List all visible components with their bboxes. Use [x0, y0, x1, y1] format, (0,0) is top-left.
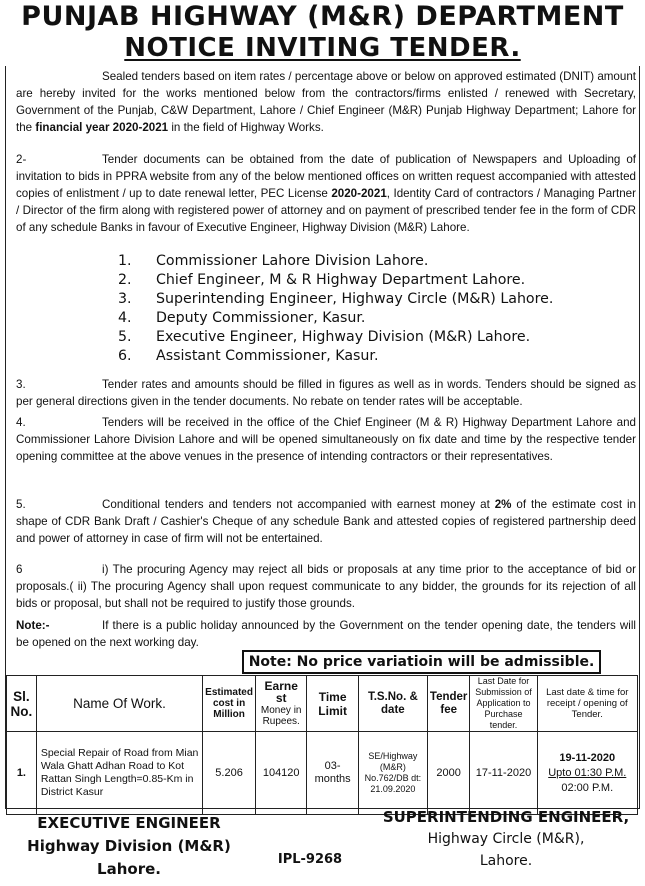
- table-row: [7, 732, 638, 815]
- paragraph-5: 5. Conditional tenders and tenders not accompanied with earnest money at 2% of the estimate cost in shape of CDR Bank Draft / Cashier's Cheque of any schedule Bank and attested copies of registered partnership deed and power of attorney in case of firm will not be entertained.: [16, 498, 636, 545]
- list-item: 5. Executive Engineer, Highway Division (M&R) Lahore.: [118, 329, 531, 345]
- cell-work: Special Repair of Road from Mian Wala Ghatt Adhan Road to Kot Rattan Singh Length=0.85-Km in District Kasur: [36, 732, 202, 815]
- holiday-note: Note:- If there is a public holiday announced by the Government on the tender opening date, the tenders will be opened on the next working day.: [16, 619, 636, 649]
- ipl-number: IPL-9268: [277, 852, 343, 867]
- cell-cost: 5.206: [203, 732, 256, 815]
- office-list: [118, 252, 553, 366]
- paragraph-1: Sealed tenders based on item rates / percentage above or below on approved estimated (DNIT) amount are hereby invited for the works mentioned below from the contractors/firms enlisted / renewed with Secretary, Government of the Punjab, C&W Department, Lahore / Chief Engineer (M&R) Punjab Highway Department; Lahore for the financial year 2020-2021 in the field of Highway Works.: [16, 70, 636, 134]
- list-item: 4. Deputy Commissioner, Kasur.: [118, 310, 366, 326]
- executive-engineer-signature: EXECUTIVE ENGINEER Highway Division (M&R) Lahore.: [27, 814, 231, 878]
- col-earnest: Earne st Money in Rupees.: [255, 676, 306, 732]
- cell-receipt: 19-11-2020 Upto 01:30 P.M. 02:00 P.M.: [537, 732, 637, 815]
- paragraph-6: 6 i) The procuring Agency may reject all bids or proposals at any time prior to the acceptance of bid or proposals.( ii) The procuring Agency shall upon request communicate to any bidder, the grounds for its rejection of all bids or proposal, but shall not be required to justify those grounds.: [16, 563, 636, 610]
- col-sl: Sl. No.: [7, 676, 37, 732]
- col-last-date: Last Date for Submission of Application to Purchase tender.: [470, 676, 537, 732]
- cell-earnest: 104120: [255, 732, 306, 815]
- price-variation-note: Note: No price variatioin will be admissible.: [242, 650, 601, 674]
- cell-fee: 2000: [427, 732, 470, 815]
- list-item: 1. Commissioner Lahore Division Lahore.: [118, 253, 429, 269]
- col-cost: Estimated cost in Million: [203, 676, 256, 732]
- col-time: Time Limit: [307, 676, 358, 732]
- cell-sl: 1.: [7, 732, 37, 815]
- list-item: 2. Chief Engineer, M & R Highway Department Lahore.: [118, 272, 526, 288]
- list-item: 3. Superintending Engineer, Highway Circle (M&R) Lahore.: [118, 291, 554, 307]
- col-receipt: Last date & time for receipt / opening of Tender.: [537, 676, 637, 732]
- col-work: Name Of Work.: [36, 676, 202, 732]
- list-item: 6. Assistant Commissioner, Kasur.: [118, 348, 379, 364]
- col-tsno: T.S.No. & date: [358, 676, 427, 732]
- cell-time: 03-months: [307, 732, 358, 815]
- superintending-engineer-signature: SUPERINTENDING ENGINEER, Highway Circle (M&R), Lahore.: [382, 808, 630, 869]
- tender-table: [6, 675, 638, 815]
- paragraph-4: 4. Tenders will be received in the office of the Chief Engineer (M & R) Highway Department Lahore and Commissioner Lahore Division Lahore and will be opened simultaneously on fix date and time by the respective tender opening committee at the above venues in the presence of intending contractors or their representatives.: [16, 416, 636, 463]
- table-header-row: [7, 676, 638, 732]
- paragraph-2: 2- Tender documents can be obtained from the date of publication of Newspapers and Uploading of invitation to bids in PPRA website from any of the below mentioned offices on written request accompanied with attested copies of enlistment / up to date renewal letter, PEC License 2020-2021, Identity Card of contractors / Managing Partner / Director of the firm along with registered power of attorney and on payment of prescribed tender fee in the form of CDR of any schedule Banks in favour of Executive Engineer, Highway Division (M&R) Lahore.: [16, 153, 636, 234]
- cell-last-date: 17-11-2020: [470, 732, 537, 815]
- department-title: PUNJAB HIGHWAY (M&R) DEPARTMENT: [21, 1, 624, 32]
- notice-title: NOTICE INVITING TENDER.: [124, 33, 521, 63]
- paragraph-3: 3. Tender rates and amounts should be filled in figures as well as in words. Tenders should be signed as per general directions given in the tender documents. No rebate on tender rates will be acceptable.: [16, 378, 636, 408]
- col-fee: Tender fee: [427, 676, 470, 732]
- cell-tsno: SE/Highway (M&R) No.762/DB dt: 21.09.2020: [358, 732, 427, 815]
